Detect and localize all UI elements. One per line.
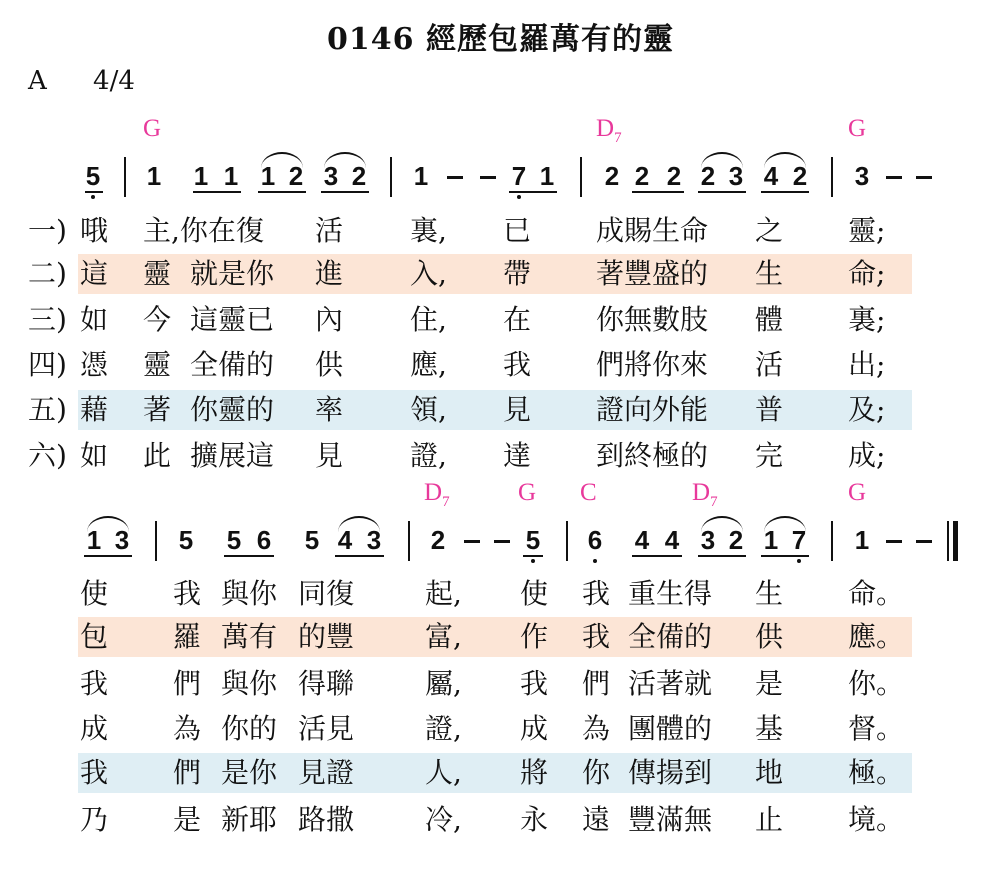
lyric-syllable: 你靈的 (190, 393, 275, 426)
lyric-syllable: 憑 (80, 348, 109, 381)
lyric-syllable: 領, (410, 393, 447, 426)
lyric-syllable: 成; (848, 439, 886, 472)
lyric-syllable: 同復 (298, 577, 355, 610)
lyric-syllable: 靈 (143, 257, 172, 290)
lyric-syllable: 這靈已 (190, 303, 275, 336)
note: 2 (634, 161, 650, 191)
chord-symbol: $D_7$ (596, 115, 622, 146)
lyric-syllable: 路撒 (298, 803, 355, 836)
lyric-syllable: 我 (582, 577, 611, 610)
verse-number: 四) (28, 348, 67, 381)
note: 1 (223, 161, 239, 191)
lyric-syllable: 我 (503, 348, 532, 381)
lyric-syllable: 已 (503, 214, 532, 247)
note: 1 (763, 525, 779, 555)
verse-number: 二) (28, 257, 67, 290)
key-signature: A (28, 66, 47, 96)
note: 1 (86, 525, 102, 555)
note: 5 (226, 525, 242, 555)
lyric-syllable: 起, (425, 577, 462, 610)
note: 5 (525, 525, 541, 555)
lyric-syllable: 是 (173, 803, 202, 836)
lyric-syllable: 命; (848, 257, 886, 290)
lyric-syllable: 著 (143, 393, 172, 426)
chord-symbol: G (518, 479, 537, 506)
lyric-syllable: 冷, (425, 803, 462, 836)
note: 3 (728, 161, 744, 191)
lyric-syllable: 活著就 (628, 667, 713, 700)
lyric-syllable: 活 (315, 214, 344, 247)
lyric-syllable: 們 (582, 667, 611, 700)
lyric-syllable: 永 (520, 803, 549, 836)
lyric-syllable: 靈 (143, 348, 172, 381)
verse-number: 三) (28, 303, 67, 336)
lyric-syllable: 我 (80, 756, 109, 789)
lyric-syllable: 們 (173, 756, 202, 789)
lyric-syllable: 出; (848, 348, 886, 381)
lyric-syllable: 是 (755, 667, 784, 700)
note: 2 (604, 161, 620, 191)
lyric-syllable: 富, (425, 620, 462, 653)
lyric-syllable: 們將你來 (596, 348, 709, 381)
lyric-syllable: 應, (410, 348, 447, 381)
lyric-syllable: 境。 (848, 803, 905, 836)
lyric-syllable: 包 (80, 620, 109, 653)
lyric-syllable: 靈; (848, 214, 886, 247)
note: 4 (763, 161, 779, 191)
note: 3 (366, 525, 382, 555)
lyric-syllable: 這 (80, 257, 109, 290)
lyric-syllable: 體 (755, 303, 784, 336)
note: 2 (288, 161, 304, 191)
lyric-syllable: 傳揚到 (628, 756, 713, 789)
lyric-syllable: 遠 (582, 803, 611, 836)
lyric-syllable: 供 (315, 348, 344, 381)
note: 1 (260, 161, 276, 191)
lyric-syllable: 如 (80, 439, 109, 472)
lyric-syllable: 在 (503, 303, 532, 336)
lyric-syllable: 達 (503, 439, 532, 472)
note: 6 (587, 525, 603, 555)
lyric-syllable: 住, (410, 303, 447, 336)
lyric-syllable: 你無數肢 (596, 303, 709, 336)
note: 3 (323, 161, 339, 191)
lyric-syllable: 應。 (848, 620, 905, 653)
lyric-syllable: 們 (173, 667, 202, 700)
lyric-syllable: 到終極的 (596, 439, 709, 472)
note: 4 (337, 525, 353, 555)
lyric-syllable: 我 (173, 577, 202, 610)
note: 3 (114, 525, 130, 555)
chord-symbol: $D_7$ (424, 479, 450, 510)
lyric-syllable: 新耶 (221, 803, 278, 836)
time-signature: 4/4 (93, 66, 135, 96)
lyric-syllable: 見證 (298, 756, 355, 789)
lyric-syllable: 主,你在復 (143, 214, 264, 247)
note: 4 (664, 525, 680, 555)
chord-symbol: G (143, 115, 162, 142)
lyric-syllable: 擴展這 (190, 439, 275, 472)
chord-symbol: G (848, 479, 867, 506)
lyric-syllable: 成 (80, 712, 109, 745)
lyric-syllable: 重生得 (628, 577, 713, 610)
lyric-syllable: 萬有 (221, 620, 278, 653)
note: 7 (791, 525, 807, 555)
lyric-syllable: 極。 (848, 756, 905, 789)
lyric-syllable: 成賜生命 (596, 214, 709, 247)
lyric-syllable: 基 (755, 712, 784, 745)
lyric-syllable: 使 (80, 577, 109, 610)
lyric-syllable: 進 (315, 257, 344, 290)
note: 7 (511, 161, 527, 191)
lyric-syllable: 內 (315, 303, 344, 336)
chord-symbol: C (580, 479, 597, 506)
lyric-syllable: 團體的 (628, 712, 713, 745)
lyric-syllable: 與你 (221, 577, 278, 610)
lyric-syllable: 為 (582, 712, 611, 745)
note: 4 (634, 525, 650, 555)
note: 2 (700, 161, 716, 191)
lyric-syllable: 裏, (410, 214, 447, 247)
lyric-syllable: 我 (520, 667, 549, 700)
lyric-syllable: 活見 (298, 712, 355, 745)
lyric-syllable: 你。 (848, 667, 905, 700)
lyric-syllable: 全備的 (628, 620, 713, 653)
note: 1 (413, 161, 429, 191)
note: 3 (700, 525, 716, 555)
lyric-syllable: 如 (80, 303, 109, 336)
lyric-syllable: 帶 (503, 257, 532, 290)
verse-number: 五) (28, 393, 67, 426)
lyric-syllable: 我 (80, 667, 109, 700)
lyric-syllable: 人, (425, 756, 462, 789)
note: 6 (256, 525, 272, 555)
note: 5 (304, 525, 320, 555)
lyric-syllable: 使 (520, 577, 549, 610)
note: 2 (430, 525, 446, 555)
lyric-syllable: 你 (582, 756, 611, 789)
note: 1 (193, 161, 209, 191)
lyric-syllable: 著豐盛的 (596, 257, 709, 290)
lyric-syllable: 乃 (80, 803, 109, 836)
lyric-syllable: 證, (425, 712, 462, 745)
lyric-syllable: 是你 (221, 756, 278, 789)
lyric-syllable: 全備的 (190, 348, 275, 381)
lyric-syllable: 此 (143, 439, 172, 472)
lyric-syllable: 供 (755, 620, 784, 653)
lyric-syllable: 屬, (425, 667, 462, 700)
lyric-syllable: 我 (582, 620, 611, 653)
lyric-syllable: 證向外能 (596, 393, 709, 426)
lyric-syllable: 得聯 (298, 667, 355, 700)
note: 2 (728, 525, 744, 555)
note: 1 (146, 161, 162, 191)
note: 5 (178, 525, 194, 555)
lyric-syllable: 見 (315, 439, 344, 472)
lyric-syllable: 裏; (848, 303, 886, 336)
lyric-syllable: 普 (755, 393, 784, 426)
lyric-syllable: 命。 (848, 577, 905, 610)
lyric-syllable: 完 (755, 439, 784, 472)
note: 2 (792, 161, 808, 191)
note: 2 (666, 161, 682, 191)
lyric-syllable: 豐滿無 (628, 803, 713, 836)
lyric-syllable: 入, (410, 257, 447, 290)
lyric-syllable: 證, (410, 439, 447, 472)
lyric-syllable: 與你 (221, 667, 278, 700)
lyric-syllable: 見 (503, 393, 532, 426)
lyric-syllable: 將 (520, 756, 549, 789)
note: 1 (854, 525, 870, 555)
lyric-syllable: 成 (520, 712, 549, 745)
lyric-syllable: 地 (755, 756, 784, 789)
lyric-syllable: 就是你 (190, 257, 275, 290)
lyric-syllable: 止 (755, 803, 784, 836)
lyric-syllable: 的豐 (298, 620, 355, 653)
lyric-syllable: 藉 (80, 393, 109, 426)
hymn-title: 0146 經歷包羅萬有的靈 (327, 22, 674, 57)
lyric-syllable: 作 (520, 620, 549, 653)
lyric-syllable: 生 (755, 577, 784, 610)
lyric-syllable: 哦 (80, 214, 109, 247)
verse-number: 一) (28, 214, 67, 247)
lyric-syllable: 率 (315, 393, 344, 426)
chord-symbol: G (848, 115, 867, 142)
lyric-syllable: 為 (173, 712, 202, 745)
note: 3 (854, 161, 870, 191)
note: 5 (85, 161, 101, 191)
verse-number: 六) (28, 439, 67, 472)
lyric-syllable: 羅 (173, 620, 202, 653)
lyric-syllable: 督。 (848, 712, 905, 745)
lyric-syllable: 生 (755, 257, 784, 290)
lyric-syllable: 及; (848, 393, 886, 426)
note: 1 (539, 161, 555, 191)
lyric-syllable: 今 (143, 303, 172, 336)
note: 2 (351, 161, 367, 191)
lyric-syllable: 之 (755, 214, 784, 247)
lyric-syllable: 活 (755, 348, 784, 381)
chord-symbol: $D_7$ (692, 479, 718, 510)
lyric-syllable: 你的 (221, 712, 278, 745)
